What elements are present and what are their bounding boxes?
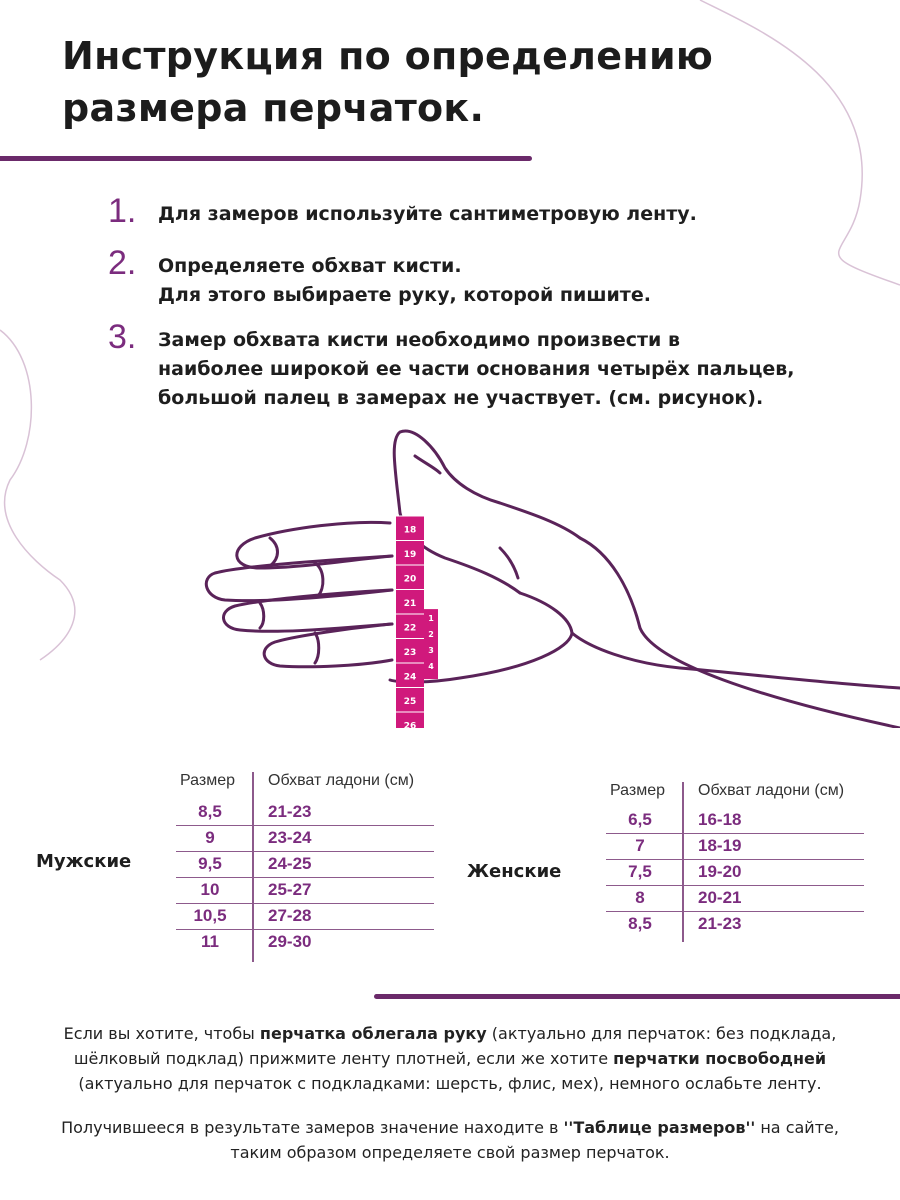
step-line: Замер обхвата кисти необходимо произвести в — [158, 329, 680, 351]
result-note-line — [20, 1115, 880, 1140]
size-cell: 9 — [205, 828, 215, 847]
tape-mark-label: 19 — [403, 549, 417, 560]
table-row — [176, 826, 434, 852]
hand-outline — [206, 431, 900, 728]
women-size-table — [606, 782, 864, 942]
fit-note-line — [20, 1046, 880, 1071]
note-emphasis: перчатки посвободней — [613, 1049, 827, 1068]
table-row — [606, 860, 864, 886]
tape-end-mark-label: 1 — [428, 614, 434, 624]
result-note — [20, 1115, 880, 1165]
table-row — [176, 904, 434, 930]
page-title — [62, 30, 762, 134]
fit-note — [20, 1021, 880, 1096]
step-number: 2. — [108, 244, 137, 282]
table-row — [606, 886, 864, 912]
men-label: Мужские — [36, 851, 132, 872]
note-text: Если вы хотите, чтобы — [63, 1024, 260, 1043]
tape-mark-label: 20 — [403, 574, 417, 585]
size-cell: 8 — [635, 888, 645, 907]
size-cell: 9,5 — [198, 854, 222, 873]
table-row — [606, 808, 864, 834]
step-text — [158, 326, 838, 413]
step-line: наиболее широкой ее части основания четырёх пальцев, — [158, 358, 795, 380]
step-number: 1. — [108, 192, 137, 230]
column-header-girth: Обхват ладони (см) — [268, 772, 415, 789]
hand-illustration — [200, 428, 900, 728]
girth-cell: 25-27 — [268, 880, 312, 899]
women-label: Женские — [467, 861, 562, 882]
column-header-size: Размер — [180, 772, 235, 789]
note-text: на сайте, — [755, 1118, 839, 1137]
girth-cell: 16-18 — [698, 810, 742, 829]
size-cell: 8,5 — [628, 914, 652, 933]
girth-cell: 23-24 — [268, 828, 312, 847]
note-text: Получившееся в результате замеров значение находите в — [61, 1118, 564, 1137]
girth-cell: 18-19 — [698, 836, 742, 855]
note-text: шёлковый подклад) прижмите ленту плотней, если же хотите — [73, 1049, 614, 1068]
note-emphasis: перчатка облегала руку — [259, 1024, 487, 1043]
column-header-size: Размер — [610, 782, 665, 799]
top-divider — [0, 156, 532, 161]
tape-end-mark-label: 4 — [428, 662, 434, 672]
title-line-2: размера перчаток. — [62, 86, 485, 130]
girth-cell: 21-23 — [698, 914, 742, 933]
size-cell: 7,5 — [628, 862, 652, 881]
table-row — [176, 852, 434, 878]
girth-cell: 27-28 — [268, 906, 312, 925]
step-text — [158, 200, 838, 229]
tape-mark-label: 25 — [403, 696, 417, 707]
step-line: Для замеров используйте сантиметровую ленту. — [158, 203, 697, 225]
tape-mark-label: 24 — [403, 672, 417, 683]
girth-cell: 21-23 — [268, 802, 312, 821]
note-emphasis: ''Таблице размеров'' — [563, 1118, 756, 1137]
note-text: (актуально для перчаток: без подклада, — [486, 1024, 837, 1043]
tape-mark-label: 23 — [403, 647, 417, 658]
table-row — [176, 800, 434, 826]
size-cell: 10 — [200, 880, 220, 899]
step-line: Для этого выбираете руку, которой пишите. — [158, 284, 651, 306]
girth-cell: 19-20 — [698, 862, 742, 881]
tape-mark-label: 26 — [403, 721, 417, 728]
size-cell: 7 — [635, 836, 645, 855]
tape-mark-label: 18 — [403, 525, 417, 536]
girth-cell: 29-30 — [268, 932, 312, 951]
table-row — [176, 878, 434, 904]
table-row — [176, 930, 434, 956]
table-row — [606, 912, 864, 938]
size-cell: 10,5 — [193, 906, 227, 925]
fit-note-line: (актуально для перчаток с подкладками: шерсть, флис, мех), немного ослабьте ленту. — [78, 1074, 822, 1093]
table-row — [606, 834, 864, 860]
step-line: Определяете обхват кисти. — [158, 255, 462, 277]
men-size-table — [176, 772, 434, 962]
step-line: большой палец в замерах не участвует. (см. рисунок). — [158, 387, 764, 409]
measuring-tape — [396, 516, 438, 728]
tape-end-mark-label: 2 — [428, 630, 434, 640]
title-line-1: Инструкция по определению — [62, 34, 714, 78]
size-cell: 8,5 — [198, 802, 222, 821]
size-cell: 6,5 — [628, 810, 652, 829]
step-number: 3. — [108, 318, 137, 356]
step-text — [158, 252, 838, 310]
size-cell: 11 — [201, 932, 219, 951]
girth-cell: 24-25 — [268, 854, 312, 873]
column-header-girth: Обхват ладони (см) — [698, 782, 845, 799]
tape-mark-label: 22 — [403, 623, 417, 634]
fit-note-line — [20, 1021, 880, 1046]
result-note-line: таким образом определяете свой размер перчаток. — [230, 1143, 670, 1162]
girth-cell: 20-21 — [698, 888, 742, 907]
tape-end-mark-label: 3 — [428, 646, 434, 656]
bottom-divider — [374, 994, 900, 999]
tape-mark-label: 21 — [403, 598, 417, 609]
